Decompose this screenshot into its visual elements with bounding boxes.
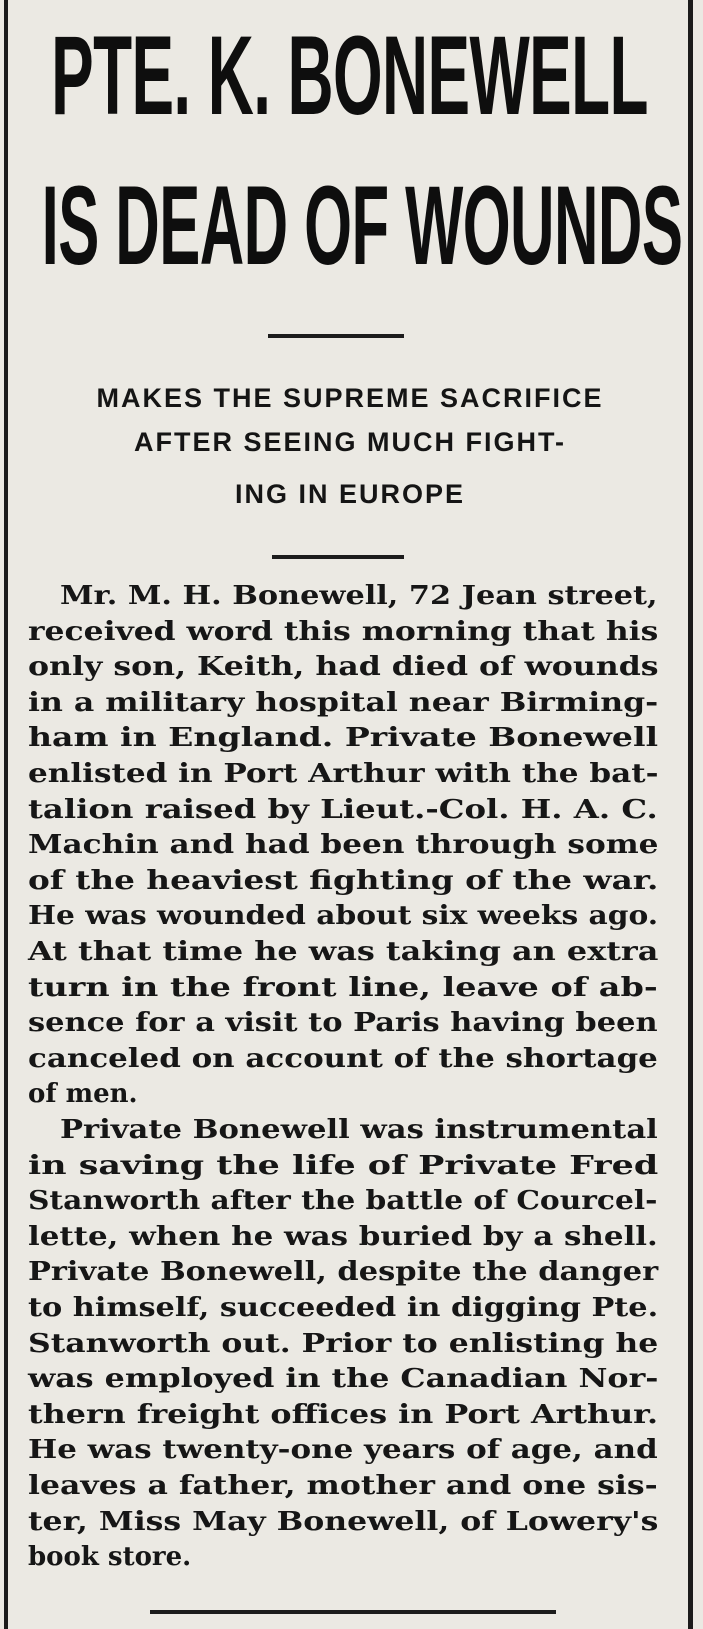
article-line: talion raised by Lieut.-Col. H. A. C. bbox=[28, 794, 658, 825]
article-line: Mr. M. H. Bonewell, 72 Jean street, bbox=[60, 581, 658, 611]
article-line: Machin and had been through some bbox=[28, 830, 659, 861]
article-line: enlisted in Port Arthur with the bat- bbox=[28, 759, 659, 789]
article-line: Stanworth after the battle of Courcel- bbox=[28, 1186, 658, 1217]
article-line: Private Bonewell was instrumental bbox=[60, 1115, 658, 1145]
deck-line-3: ING IN EUROPE bbox=[234, 479, 466, 509]
article-line: canceled on account of the shortage bbox=[28, 1043, 658, 1074]
article-line: Private Bonewell, despite the danger bbox=[28, 1257, 659, 1288]
article-line: He was twenty-one years of age, and bbox=[28, 1435, 658, 1466]
article-line: ham in England. Private Bonewell bbox=[28, 723, 659, 754]
article-line: only son, Keith, had died of wounds bbox=[28, 652, 659, 683]
divider-rule-top bbox=[268, 334, 404, 338]
article-line: was employed in the Canadian Nor- bbox=[28, 1364, 659, 1395]
article-line: in a military hospital near Birming- bbox=[28, 687, 659, 718]
article-line: Stanworth out. Prior to enlisting he bbox=[28, 1328, 659, 1359]
article-line: to himself, succeeded in digging Pte. bbox=[28, 1293, 659, 1323]
headline-line-1: PTE. K. BONEWELL bbox=[51, 13, 648, 139]
article-line: He was wounded about six weeks ago. bbox=[28, 901, 659, 932]
right-column-rule bbox=[688, 0, 693, 1629]
divider-rule-bottom bbox=[150, 1610, 556, 1614]
article-line: of the heaviest fighting of the war. bbox=[28, 865, 659, 896]
article-line: turn in the front line, leave of ab- bbox=[28, 972, 658, 1003]
deck-line-2: AFTER SEEING MUCH FIGHT- bbox=[134, 427, 566, 457]
left-column-rule bbox=[4, 0, 8, 1629]
article-line: sence for a visit to Paris having been bbox=[28, 1008, 658, 1039]
deck-line-1: MAKES THE SUPREME SACRIFICE bbox=[96, 383, 604, 413]
headline-line-2: IS DEAD OF WOUNDS bbox=[41, 163, 683, 289]
article-line: book store. bbox=[28, 1542, 192, 1573]
article-line: in saving the life of Private Fred bbox=[28, 1150, 659, 1181]
article-line: At that time he was taking an extra bbox=[28, 937, 659, 967]
article-line: of men. bbox=[28, 1079, 138, 1110]
article-line: ter, Miss May Bonewell, of Lowery's bbox=[28, 1506, 659, 1537]
article-line: thern freight offices in Port Arthur. bbox=[28, 1399, 659, 1430]
article-line: lette, when he was buried by a shell. bbox=[28, 1221, 658, 1252]
article-line: received word this morning that his bbox=[28, 616, 659, 647]
article-line: leaves a father, mother and one sis- bbox=[28, 1471, 658, 1501]
divider-rule-middle bbox=[272, 555, 404, 559]
